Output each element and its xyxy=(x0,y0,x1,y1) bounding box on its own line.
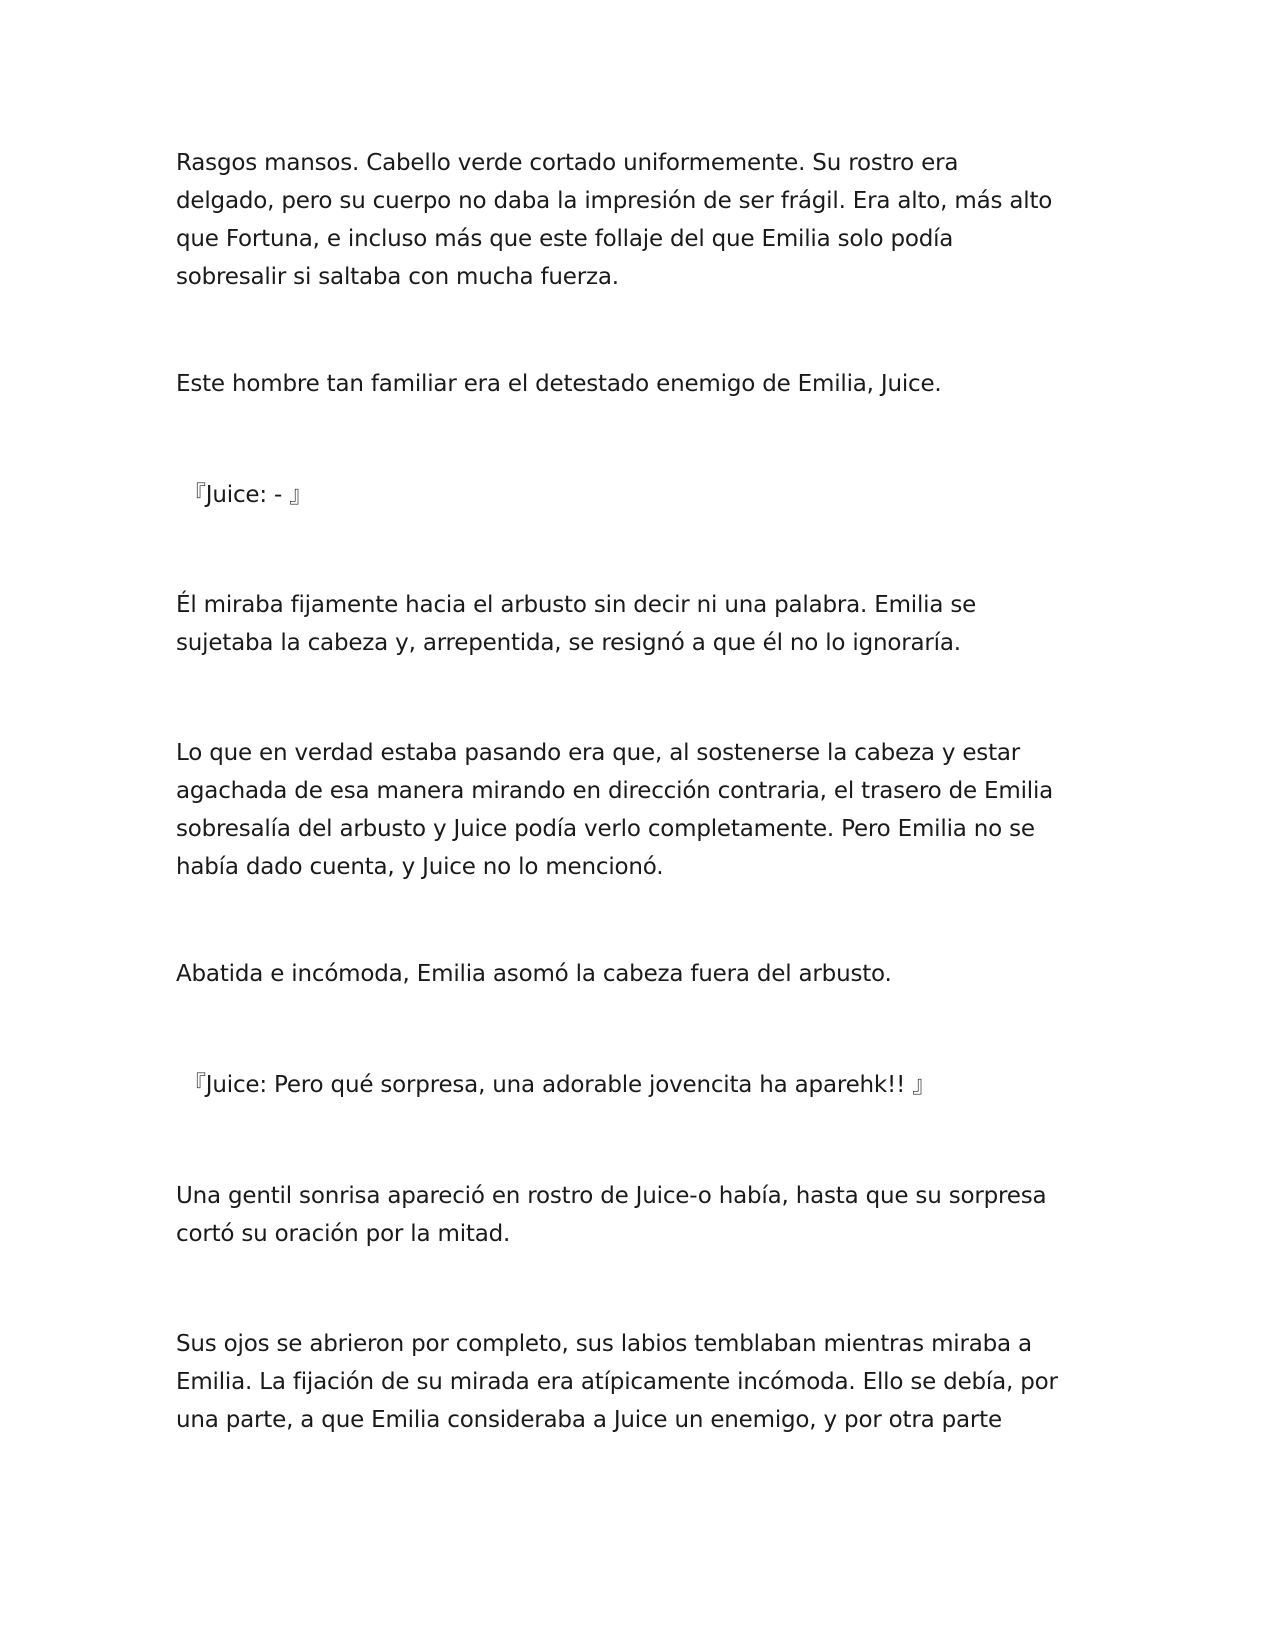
paragraph-2 xyxy=(176,365,1096,403)
text-line: 『Juice: Pero qué sorpresa, una adorable jovencita ha aparehk!! 』 xyxy=(183,1072,935,1098)
text-line: Él miraba fijamente hacia el arbusto sin decir ni una palabra. Emilia se xyxy=(176,592,977,618)
text-line: Una gentil sonrisa apareció en rostro de Juice-o había, hasta que su sorpresa xyxy=(176,1183,1047,1209)
text-line: sobresalía del arbusto y Juice podía verlo completamente. Pero Emilia no se xyxy=(176,816,1035,842)
text-line: Emilia. La fijación de su mirada era atípicamente incómoda. Ello se debía, por xyxy=(176,1369,1058,1395)
paragraph-4 xyxy=(176,734,1096,886)
text-line: delgado, pero su cuerpo no daba la impresión de ser frágil. Era alto, más alto xyxy=(176,188,1053,214)
text-line: que Fortuna, e incluso más que este follaje del que Emilia solo podía xyxy=(176,226,954,252)
text-line: Lo que en verdad estaba pasando era que, al sostenerse la cabeza y estar xyxy=(176,740,1021,766)
text-line: 『Juice: - 』 xyxy=(183,482,313,508)
text-line: Este hombre tan familiar era el detestado enemigo de Emilia, Juice. xyxy=(176,371,942,397)
dialogue-2 xyxy=(183,1066,1103,1104)
paragraph-3 xyxy=(176,586,1096,662)
text-line: Abatida e incómoda, Emilia asomó la cabeza fuera del arbusto. xyxy=(176,961,892,987)
text-line: una parte, a que Emilia consideraba a Juice un enemigo, y por otra parte xyxy=(176,1407,1002,1433)
text-line: Sus ojos se abrieron por completo, sus labios temblaban mientras miraba a xyxy=(176,1331,1032,1357)
text-line: agachada de esa manera mirando en dirección contraria, el trasero de Emilia xyxy=(176,778,1054,804)
text-line: Rasgos mansos. Cabello verde cortado uniformemente. Su rostro era xyxy=(176,150,959,176)
text-line: sobresalir si saltaba con mucha fuerza. xyxy=(176,264,619,290)
paragraph-5 xyxy=(176,955,1096,993)
dialogue-1 xyxy=(183,476,1103,514)
text-line: sujetaba la cabeza y, arrepentida, se resignó a que él no lo ignoraría. xyxy=(176,630,961,656)
paragraph-6 xyxy=(176,1177,1096,1253)
text-line: cortó su oración por la mitad. xyxy=(176,1221,511,1247)
paragraph-1 xyxy=(176,144,1096,296)
paragraph-7 xyxy=(176,1325,1096,1439)
text-line: había dado cuenta, y Juice no lo mencionó. xyxy=(176,854,664,880)
